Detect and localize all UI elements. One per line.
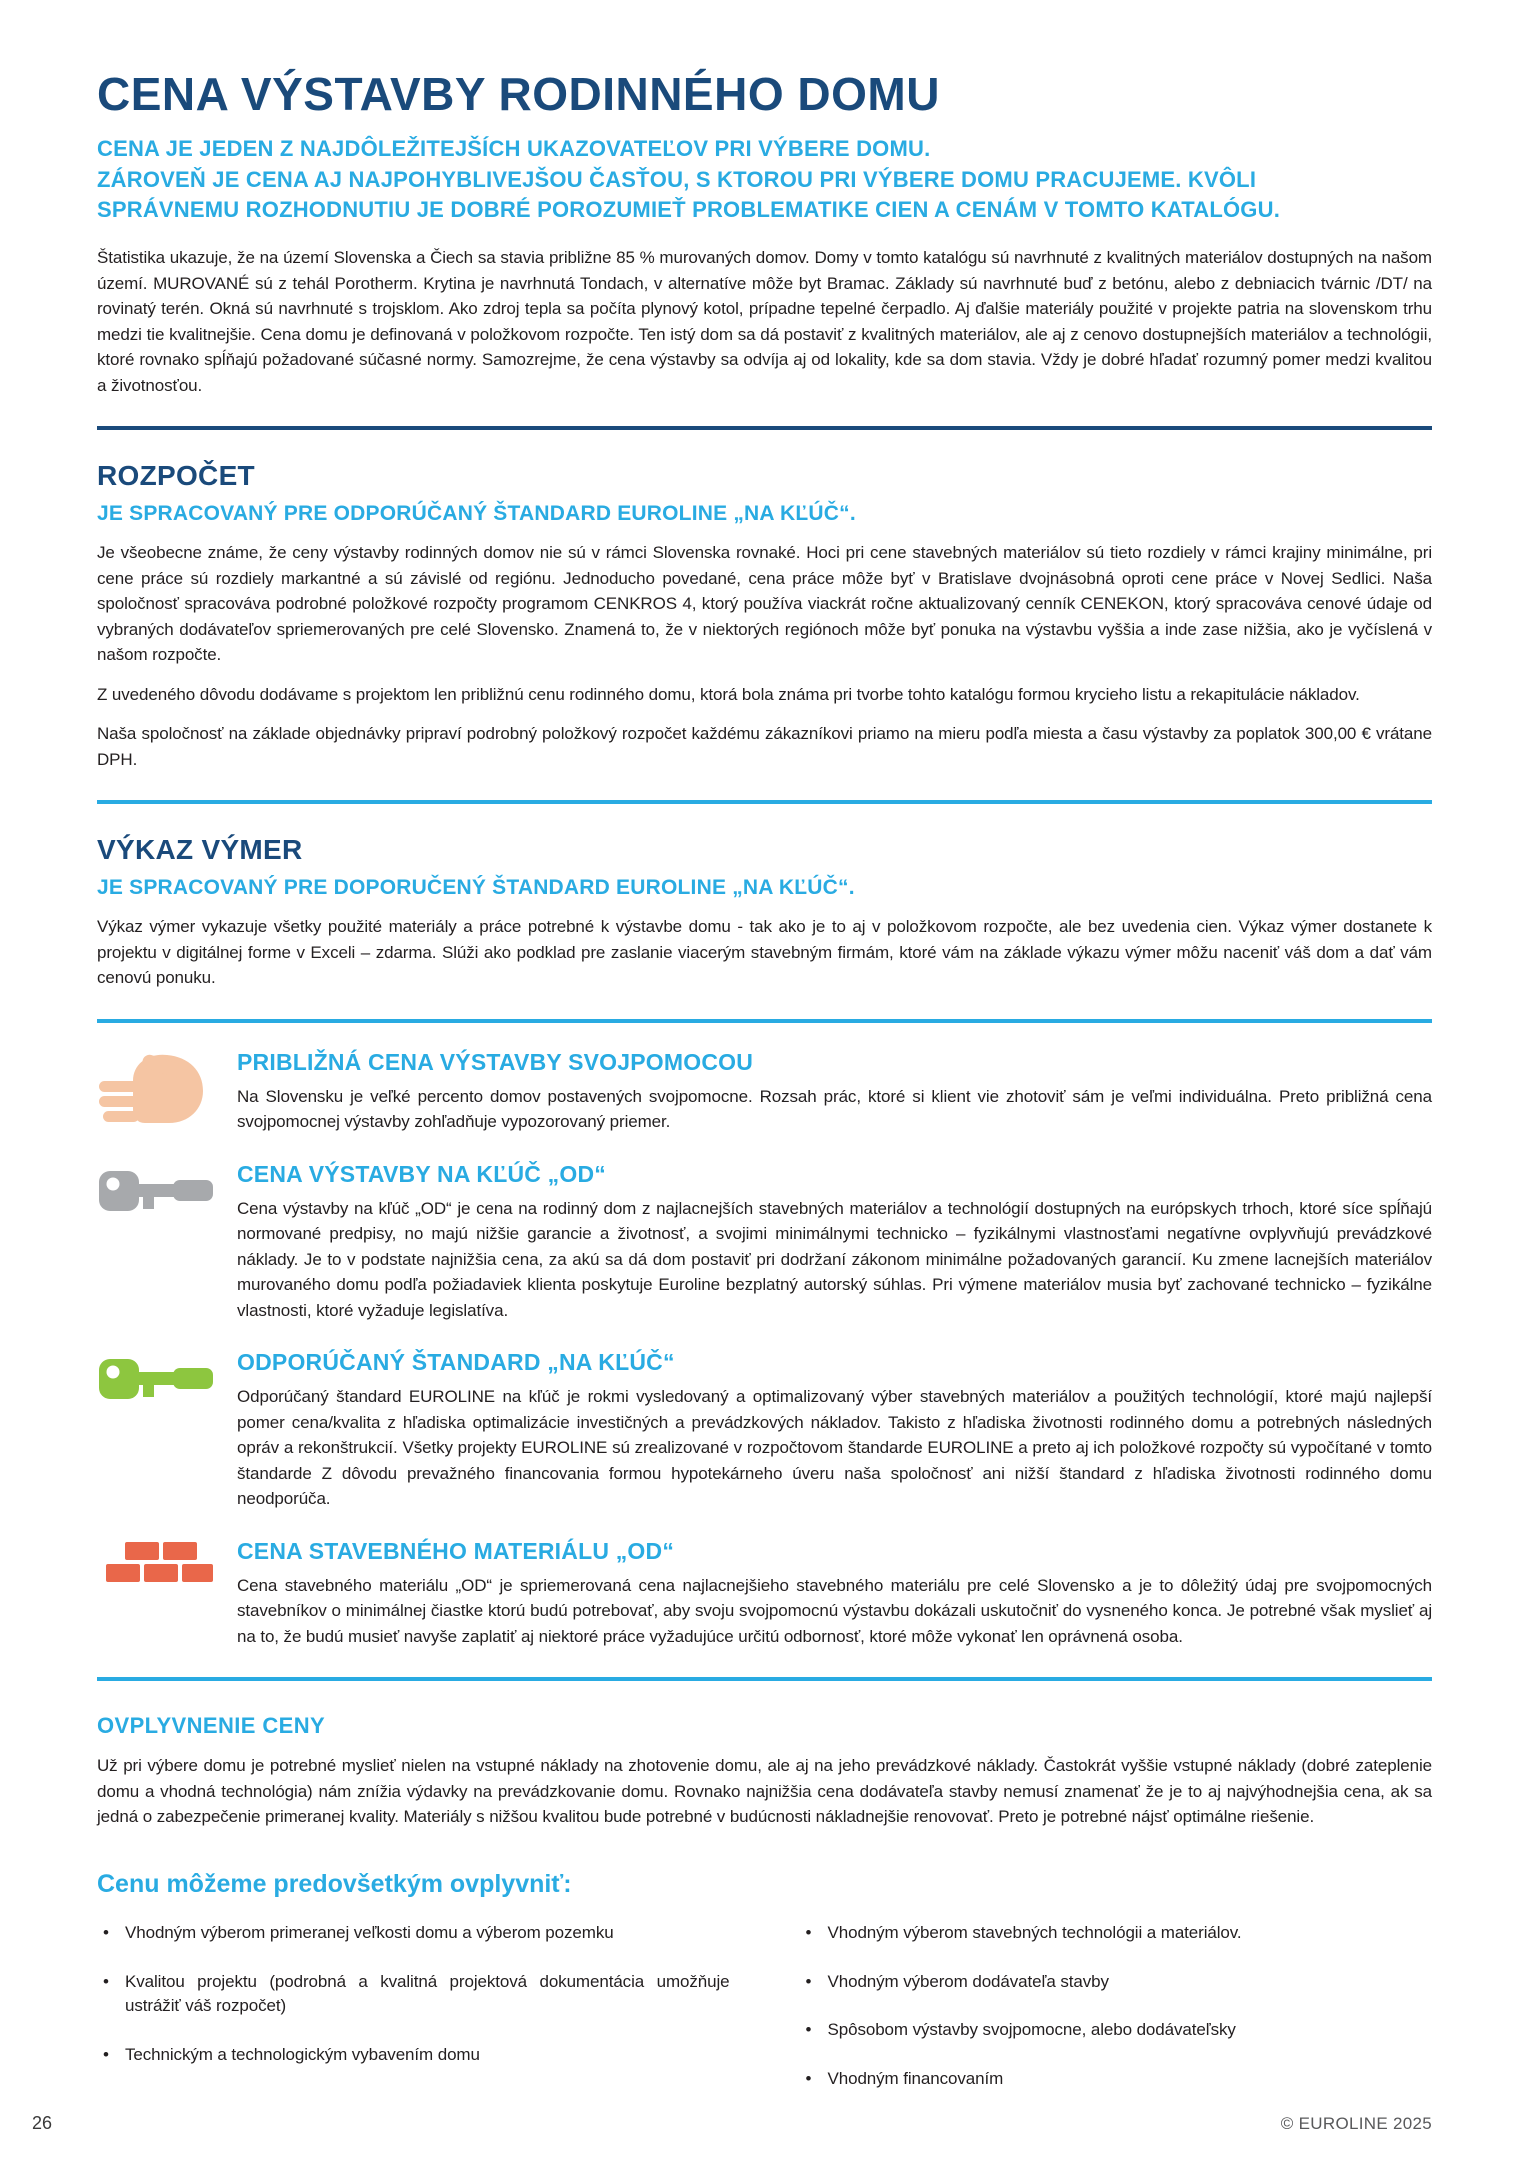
feature-title: ODPORÚČANÝ ŠTANDARD „NA KĽÚČ“	[237, 1349, 675, 1376]
bullet-column-right	[800, 1921, 1433, 2116]
section-title-vykaz-vymer: VÝKAZ VÝMER	[97, 834, 303, 866]
bullet-item: • Vhodným výberom dodávateľa stavby	[800, 1970, 1433, 1995]
bullet-item: • Vhodným výberom primeranej veľkosti domu a výberom pozemku	[97, 1921, 730, 1946]
copyright: © EUROLINE 2025	[1280, 2114, 1432, 2133]
hand-icon	[97, 1049, 237, 1135]
page-title: CENA VÝSTAVBY RODINNÉHO DOMU	[97, 68, 940, 120]
vykaz-paragraph: Výkaz výmer vykazuje všetky použité materiály a práce potrebné k výstavbe domu - tak ako je to aj v položkovom rozpočte, ale bez uvedenia cien. Výkaz výmer dostanete k projektu v digitálnej forme v Exceli – zdarma. Slúži ako podklad pre zaslanie viacerým stavebným firmám, ktoré vám na základe výkazu výmer môžu naceniť váš dom a dať vám cenovú ponuku.	[97, 917, 1432, 988]
feature-body: Odporúčaný štandard EUROLINE na kľúč je rokmi vysledovaný a optimalizovaný výber stavebných materiálov a použitých technológií, ktoré majú najlepší pomer cena/kvalita z hľadiska optimalizácie investičných a prevádzkových nákladov. Takisto z hľadiska životnosti rodinného domu a potrebných následných opráv a rekonštrukcií. Všetky projekty EUROLINE sú zrealizované v rozpočtovom štandarde EUROLINE a preto aj ich položkové rozpočty sú vypočítané v tomto štandarde Z dôvodu prevažného financovania formou hypotekárneho úveru naša spoločnosť ani nižší štandard z hľadiska životnosti rodinného domu neodporúča.	[237, 1387, 1432, 1509]
bullet-item: • Vhodným financovaním	[800, 2067, 1433, 2092]
divider-cyan	[97, 1019, 1432, 1023]
section-subtitle-rozpocet: JE SPRACOVANÝ PRE ODPORÚČANÝ ŠTANDARD EUROLINE „NA KĽÚČ“.	[97, 502, 856, 526]
divider-cyan	[97, 1677, 1432, 1681]
feature-body: Na Slovensku je veľké percento domov postavených svojpomocne. Rozsah prác, ktoré si klient vie zhotoviť sám je veľmi individuálna. Preto približná cena svojpomocnej výstavby zohľadňuje vypozorovaný priemer.	[237, 1086, 1432, 1132]
feature-body: Cena stavebného materiálu „OD“ je spriemerovaná cena najlacnejšieho stavebného materiálu pre celé Slovensko a je to dôležitý údaj pre svojpomocných stavebníkov o minimálnej čiastke ktorú budú potrebovať, aby svoju svojpomocnú výstavbu dokázali uskutočniť do vysneného konca. Je potrebné však myslieť aj na to, že budú musieť navyše zaplatiť aj niektoré práce vyžadujúce určitú odbornosť, ktoré môže vykonať len oprávnená osoba.	[237, 1575, 1432, 1646]
list-heading: Cenu môžeme predovšetkým ovplyvniť:	[97, 1869, 572, 1898]
feature-title: CENA STAVEBNÉHO MATERIÁLU „OD“	[237, 1537, 675, 1564]
rozpocet-paragraph-3: Naša spoločnosť na základe objednávky pripraví podrobný položkový rozpočet každému zákazníkovi priamo na mieru podľa miesta a času výstavby za poplatok 300,00 € vrátane DPH.	[97, 724, 1432, 769]
feature-body: Cena výstavby na kľúč „OD“ je cena na rodinný dom z najlacnejších stavebných materiálov a technológií dostupných na európskych trhoch, ktoré síce spĺňajú normované predpisy, no majú nižšie garancie a životnosť, a svojimi minimálnymi technicko – fyzikálnymi vlastnosťami negatívne ovplyvňujú prevádzkové náklady. Je to v podstate najnižšia cena, za akú sa dá dom postaviť pri dodržaní zákonom minimálne požadovaných garancií. Ku zmene lacnejších materiálov murovaného domu podľa požiadaviek klienta poskytuje Euroline bezplatný autorský súhlas. Pri výmene materiálov musia byť zachované technicko – fyzikálne vlastnosti, ktoré vyžaduje legislatíva.	[237, 1198, 1432, 1320]
bullet-column-left	[97, 1921, 730, 2116]
section-title-ovplyvnenie-ceny: OVPLYVNENIE CENY	[97, 1713, 326, 1739]
divider-cyan	[97, 800, 1432, 804]
bricks-icon	[97, 1538, 237, 1650]
feature-na-kluc-od	[97, 1161, 1432, 1324]
page-subtitle	[97, 134, 1432, 225]
influence-bullet-columns	[97, 1921, 1432, 2116]
bullet-item: • Kvalitou projektu (podrobná a kvalitná projektová dokumentácia umožňuje ustrážiť váš rozpočet)	[97, 1970, 730, 2019]
feature-odporucany-standard	[97, 1349, 1432, 1512]
intro-paragraph: Štatistika ukazuje, že na území Slovenska a Čiech sa stavia približne 85 % murovaných domov. Domy v tomto katalógu sú navrhnuté z kvalitných materiálov dostupných na našom území. MUROVANÉ sú z tehál Porotherm. Krytina je navrhnutá Tondach, v alternatíve môže byt Bramac. Základy sú navrhnuté buď z betónu, alebo z debniacich tvárnic /DT/ na rovinatý terén. Okná sú navrhnuté s trojsklom. Ako zdroj tepla sa počíta plynový kotol, prípadne tepelné čerpadlo. Aj ďalšie materiály použité v projekte patria na slovenskom trhu medzi tie kvalitnejšie. Cena domu je definovaná v položkovom rozpočte. Ten istý dom sa dá postaviť z kvalitných materiálov, ale aj z cenovo dostupnejších materiálov a technológii, ktoré rovnako spĺňajú požadované súčasné normy. Samozrejme, že cena výstavby sa odvíja aj od lokality, kde sa dom stavia. Vždy je dobré hľadať rozumný pomer medzi kvalitou a životnosťou.	[97, 248, 1432, 395]
page-subtitle-line: CENA JE JEDEN Z NAJDÔLEŽITEJŠÍCH UKAZOVATEĽOV PRI VÝBERE DOMU.	[97, 136, 931, 162]
rozpocet-paragraph-1: Je všeobecne známe, že ceny výstavby rodinných domov nie sú v rámci Slovenska rovnaké. Hoci pri cene stavebných materiálov sú tieto rozdiely v rámci krajiny minimálne, pri cene práce sú rozdiely markantné a sú závislé od regiónu. Jednoducho povedané, cena práce môže byť v Bratislave dvojnásobná oproti cene práce v Novej Sedlici. Naša spoločnosť spracováva podrobné položkové rozpočty programom CENKROS 4, ktorý používa viackrát ročne aktualizovaný cenník CENEKON, ktorý spracováva cenové údaje od vybraných dodávateľov spriemerovaných pre celé Slovensko. Znamená to, že v niektorých regiónoch môže byť ponuka na výstavbu vyššia a inde zase nižšia, ako je vyčíslená v našom rozpočte.	[97, 543, 1432, 665]
feature-stavebny-material	[97, 1538, 1432, 1650]
divider-navy	[97, 426, 1432, 430]
feature-title: PRIBLIŽNÁ CENA VÝSTAVBY SVOJPOMOCOU	[237, 1048, 754, 1075]
rozpocet-paragraph-2: Z uvedeného dôvodu dodávame s projektom len približnú cenu rodinného domu, ktorá bola známa pri tvorbe tohto katalógu formou krycieho listu a rekapitulácie nákladov.	[97, 684, 1360, 704]
feature-title: CENA VÝSTAVBY NA KĽÚČ „OD“	[237, 1160, 606, 1187]
section-title-rozpocet: ROZPOČET	[97, 460, 255, 492]
bullet-item: • Technickým a technologickým vybavením domu	[97, 2043, 730, 2068]
section-subtitle-vykaz-vymer: JE SPRACOVANÝ PRE DOPORUČENÝ ŠTANDARD EUROLINE „NA KĽÚČ“.	[97, 876, 855, 900]
page-subtitle-line: ZÁROVEŇ JE CENA AJ NAJPOHYBLIVEJŠOU ČASŤOU, S KTOROU PRI VÝBERE DOMU PRACUJEME. KVÔLI	[97, 166, 1257, 192]
key-gray-icon	[97, 1161, 237, 1324]
page-subtitle-line: SPRÁVNEMU ROZHODNUTIU JE DOBRÉ POROZUMIEŤ PROBLEMATIKE CIEN A CENÁM V TOMTO KATALÓGU.	[97, 197, 1281, 223]
feature-svojpomocou	[97, 1049, 1432, 1135]
bullet-item: • Vhodným výberom stavebných technológii a materiálov.	[800, 1921, 1433, 1946]
page-number: 26	[32, 2113, 53, 2133]
bullet-item: • Spôsobom výstavby svojpomocne, alebo dodávateľsky	[800, 2018, 1433, 2043]
ovplyvnenie-paragraph: Už pri výbere domu je potrebné myslieť nielen na vstupné náklady na zhotovenie domu, ale aj na jeho prevádzkové náklady. Častokrát vyššie vstupné náklady (dobré zateplenie domu a vhodná technológia) nám znížia výdavky na prevádzkovanie domu. Rovnako najnižšia cena dodávateľa stavby nemusí znamenať že je to aj najvýhodnejšia cena, ak sa jedná o zabezpečenie primeranej kvality. Materiály s nižšou kvalitou bude potrebné v budúcnosti nákladnejšie renovovať. Preto je potrebné nájsť optimálne riešenie.	[97, 1756, 1432, 1827]
key-green-icon	[97, 1349, 237, 1512]
